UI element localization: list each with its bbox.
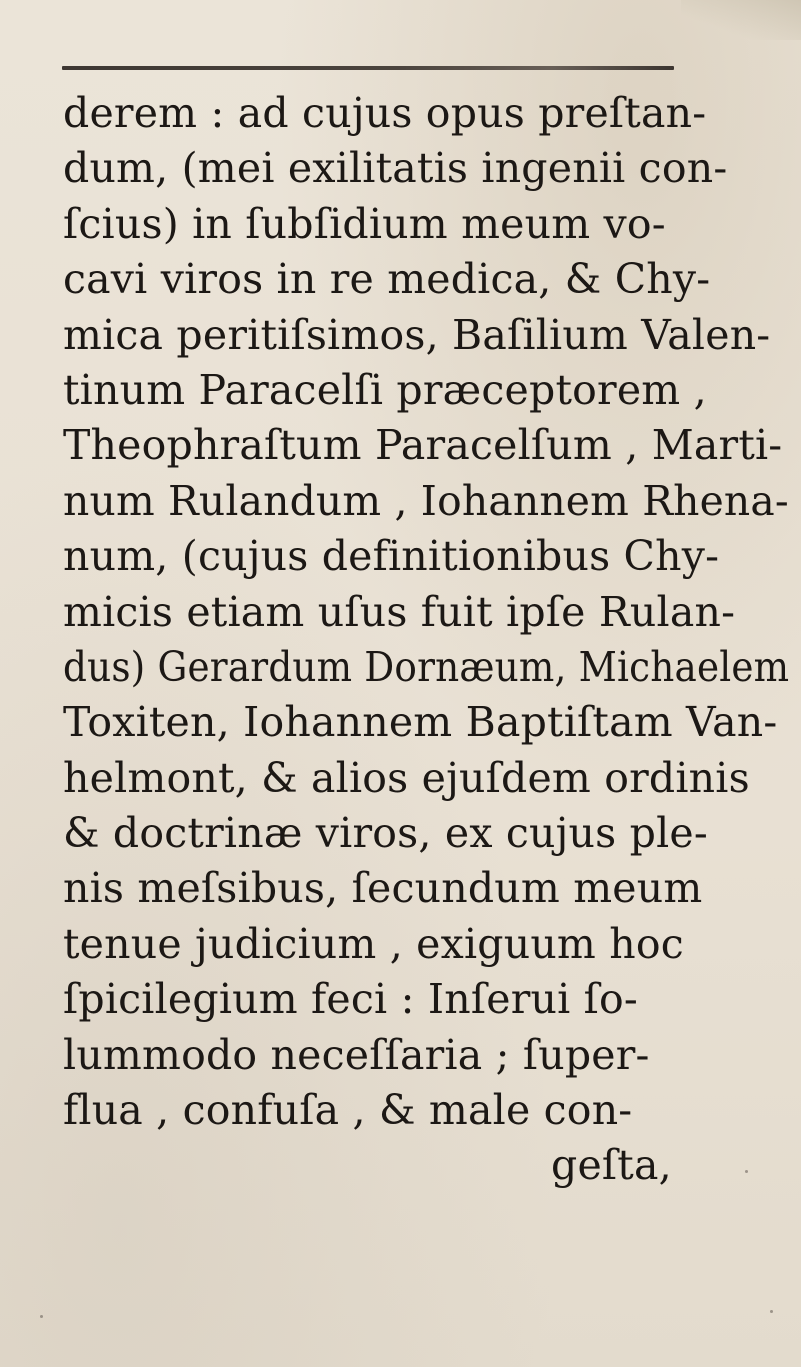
paper-speck [745,1170,748,1173]
page-corner-shading [681,0,801,40]
text-line: Theophraſtum Paracelſum , Marti- [63,421,783,470]
text-line: Toxiten, Iohannem Baptiſtam Van- [63,698,778,747]
text-line: nis meſsibus, ſecundum meum [63,864,703,913]
text-line: tinum Paracelſi præceptorem , [63,365,707,414]
text-line: ſcius) in ſubſidium meum vo- [63,199,666,248]
text-line: & doctrinæ viros, ex cujus ple- [63,809,708,858]
text-line: ſpicilegium feci : Inſerui ſo- [63,975,638,1024]
text-line: lummodo neceſſaria ; ſuper- [63,1030,650,1079]
text-line: num Rulandum , Iohannem Rhena- [63,476,789,525]
text-line: flua , confuſa , & male con- [63,1086,633,1135]
text-line: tenue judicium , exiguum hoc [63,919,684,968]
text-line: dus) Gerardum Dornæum, Michaelem [63,642,790,691]
text-line: helmont, & alios ejuſdem ordinis [63,753,750,802]
header-rule [62,66,674,70]
text-line: micis etiam uſus fuit ipſe Rulan- [63,587,736,636]
text-line-catchword: geſta, [551,1141,672,1190]
body-text [63,86,790,1194]
text-line: dum, (mei exilitatis ingenii con- [63,144,728,193]
text-line: num, (cujus definitionibus Chy- [63,532,720,581]
text-line: derem : ad cujus opus preſtan- [63,89,707,137]
text-line: cavi viros in re medica, & Chy- [63,255,711,304]
paper-speck [770,1310,773,1313]
paper-speck [40,1315,43,1318]
text-line: mica peritiſsimos, Baſilium Valen- [63,310,771,359]
